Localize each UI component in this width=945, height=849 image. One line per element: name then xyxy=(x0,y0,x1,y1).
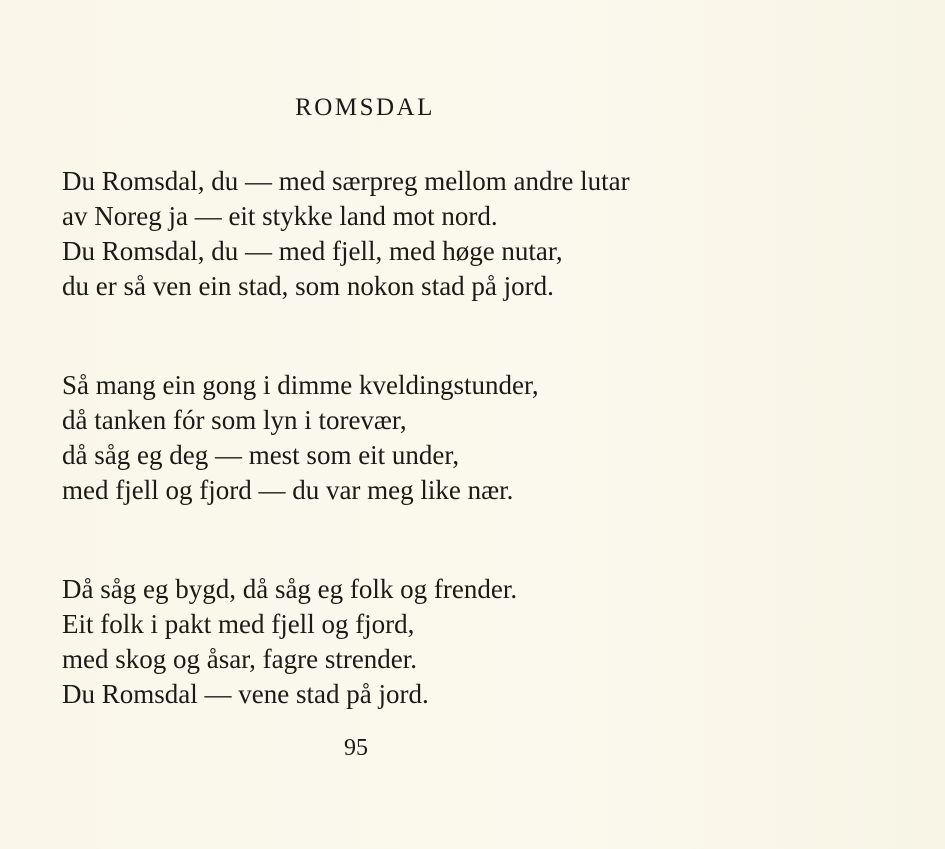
poem-line: du er så ven ein stad, som nokon stad på jord. xyxy=(62,271,554,301)
poem-line: då såg eg deg — mest som eit under, xyxy=(62,440,460,470)
poem-line: med fjell og fjord — du var meg like nær. xyxy=(62,475,514,505)
poem-line: Då såg eg bygd, då såg eg folk og frender. xyxy=(62,574,518,604)
poem-line: då tanken fór som lyn i torevær, xyxy=(62,405,407,435)
page-number: 95 xyxy=(344,735,368,761)
poem-line: med skog og åsar, fagre strender. xyxy=(62,644,418,674)
stanza-3 xyxy=(62,572,762,712)
stanza-1 xyxy=(62,164,762,304)
poem-body xyxy=(62,164,762,776)
poem-line: av Noreg ja — eit stykke land mot nord. xyxy=(62,201,498,231)
poem-line: Du Romsdal, du — med særpreg mellom andre lutar xyxy=(62,166,630,196)
poem-line: Du Romsdal — vene stad på jord. xyxy=(62,679,429,709)
stanza-2 xyxy=(62,368,762,508)
poem-title: ROMSDAL xyxy=(295,94,435,121)
poem-line: Eit folk i pakt med fjell og fjord, xyxy=(62,609,415,639)
poem-line: Så mang ein gong i dimme kveldingstunder, xyxy=(62,370,539,400)
poem-line: Du Romsdal, du — med fjell, med høge nutar, xyxy=(62,236,563,266)
